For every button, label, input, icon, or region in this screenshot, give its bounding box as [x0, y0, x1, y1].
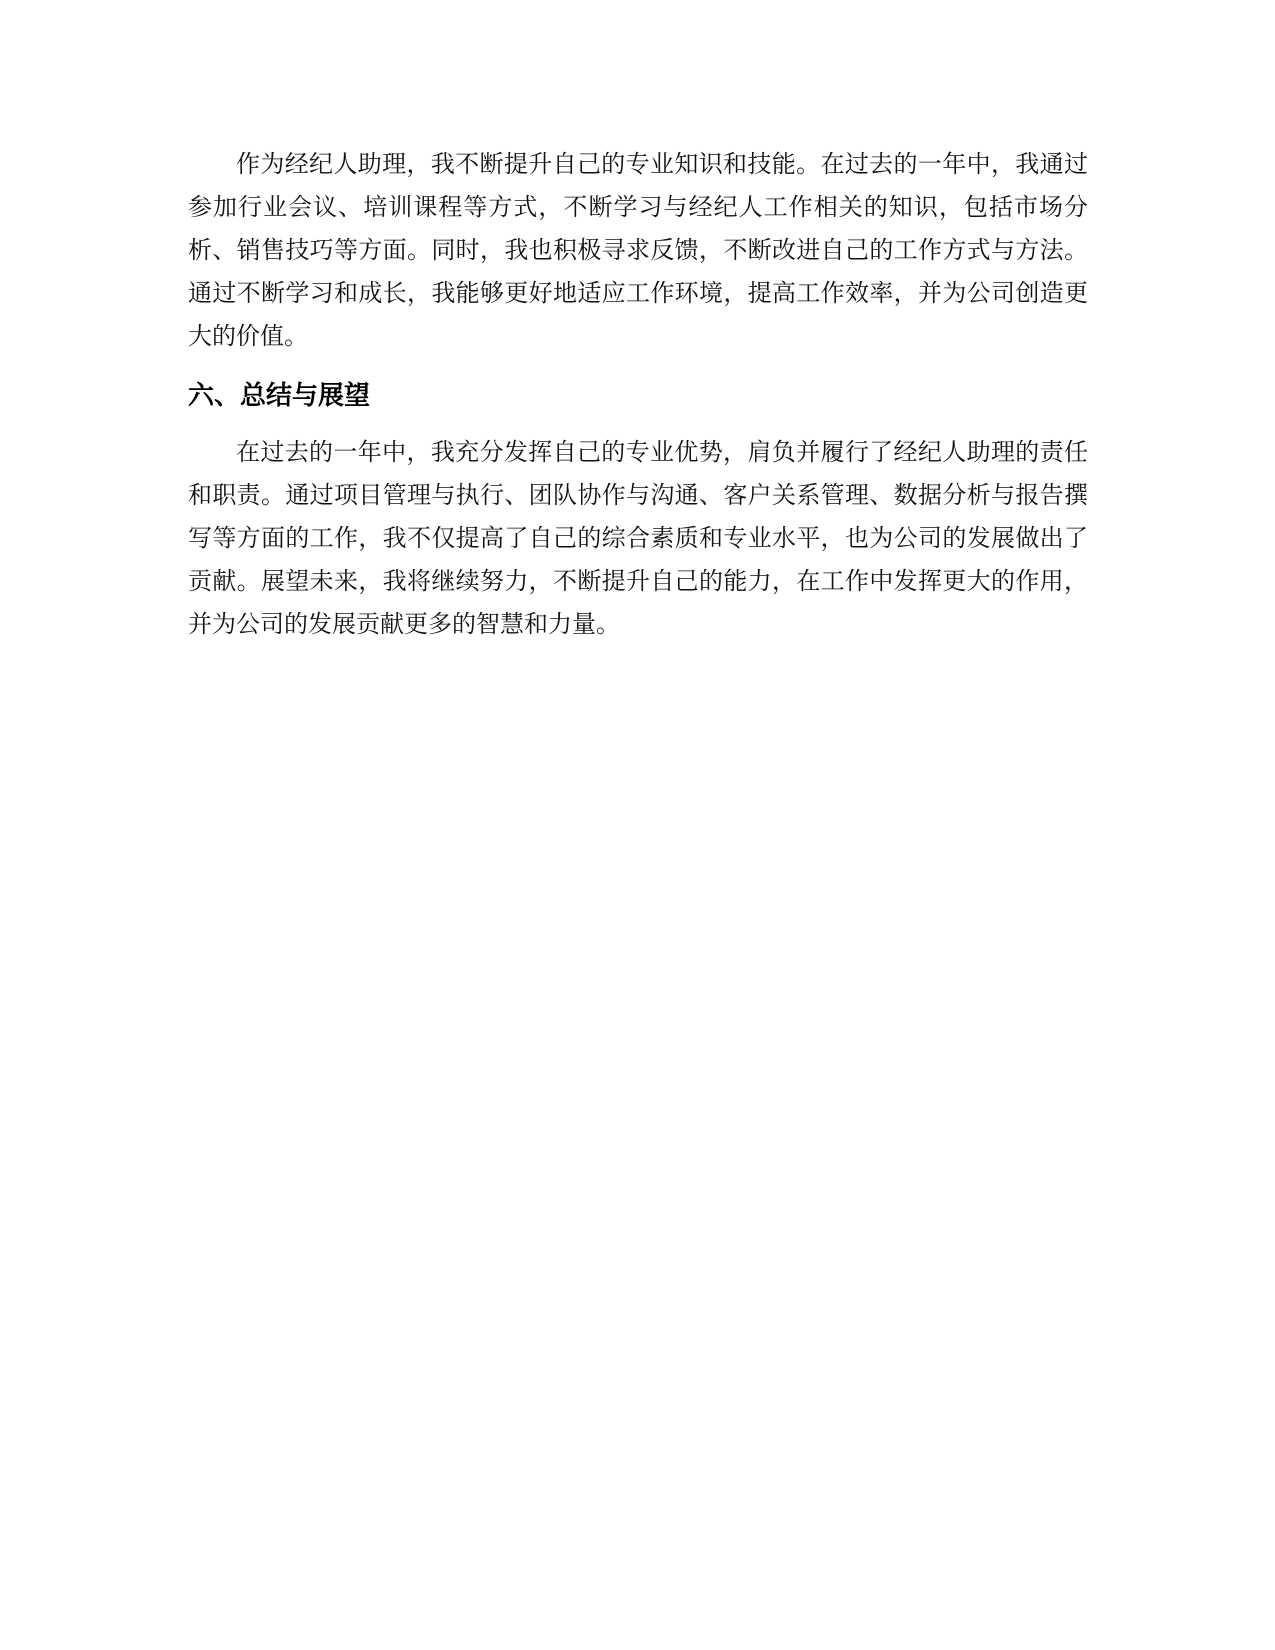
paragraph-professional-growth: 作为经纪人助理，我不断提升自己的专业知识和技能。在过去的一年中，我通过参加行业会议、培训课程等方式，不断学习与经纪人工作相关的知识，包括市场分析、销售技巧等方面。同时，我也积极寻求反馈，不断改进自己的工作方式与方法。通过不断学习和成长，我能够更好地适应工作环境，提高工作效率，并为公司创造更大的价值。: [188, 150, 1088, 350]
paragraph-summary-outlook: 在过去的一年中，我充分发挥自己的专业优势，肩负并履行了经纪人助理的责任和职责。通过项目管理与执行、团队协作与沟通、客户关系管理、数据分析与报告撰写等方面的工作，我不仅提高了自己的综合素质和专业水平，也为公司的发展做出了贡献。展望未来，我将继续努力，不断提升自己的能力，在工作中发挥更大的作用，并为公司的发展贡献更多的智慧和力量。: [188, 438, 1088, 638]
document-body: [188, 143, 1088, 646]
section-heading-summary-outlook: 六、总结与展望: [188, 381, 371, 411]
